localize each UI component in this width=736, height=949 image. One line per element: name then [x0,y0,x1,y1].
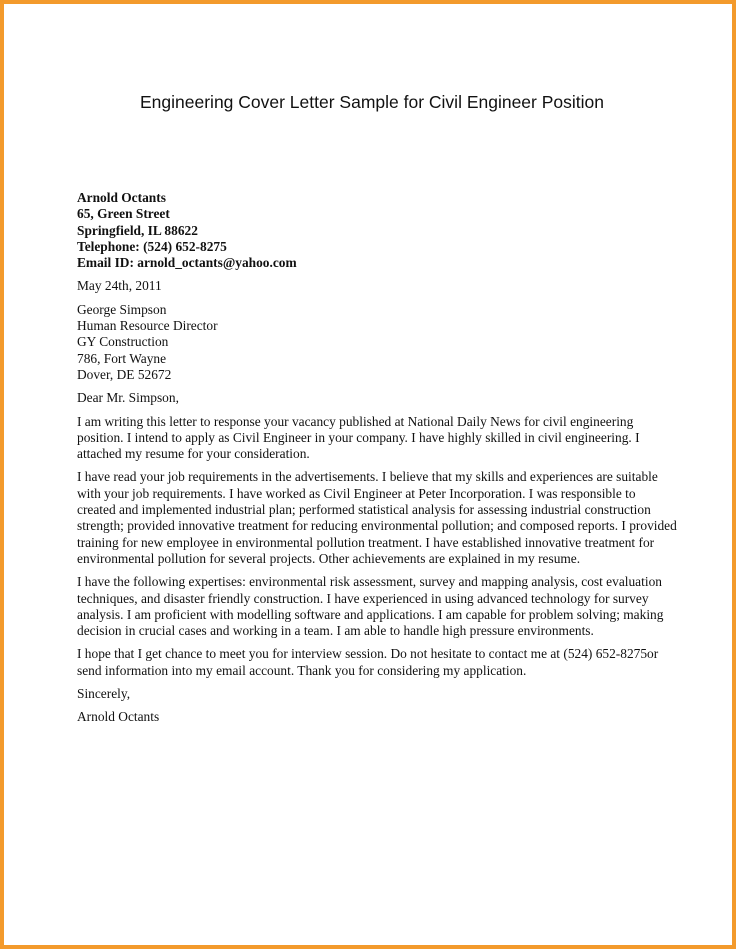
paragraph-intro: I am writing this letter to response your vacancy published at National Daily News for civil engineering position. I intend to apply as Civil Engineer in your company. I have highly skilled in civil engineering. I attached my resume for your consideration. [77,413,640,462]
salutation: Dear Mr. Simpson, [77,390,179,406]
recipient-title: Human Resource Director [77,318,218,334]
paragraph-expertise: I have the following expertises: environmental risk assessment, survey and mapping analysis, cost evaluation techniques, and disaster friendly construction. I have experienced in using advanced technology for survey analysis. I am proficient with modelling software and applications. I am capable for problem solving; making decision in crucial cases and working in a team. I am able to handle high pressure environments. [77,574,664,639]
recipient-name: George Simpson [77,301,167,317]
recipient-company: GY Construction [77,334,169,350]
paragraph-experience: I have read your job requirements in the advertisements. I believe that my skills and experiences are suitable with your job requirements. I have worked as Civil Engineer at Peter Incorporation. I was responsible to created and implemented industrial plan; performed statistical analysis for assessing industrial construction strength; provided innovative treatment for reducing environmental pollution; and composed reports. I provided training for new employee in environmental pollution treatment. I have established innovative treatment for environmental pollution for several projects. Other achievements are explained in my resume. [77,469,677,566]
closing-phrase: Sincerely, [77,686,131,702]
sender-telephone: Telephone: (524) 652-8275 [77,238,227,254]
sender-name: Arnold Octants [77,190,166,205]
sender-block [77,190,677,271]
recipient-city: Dover, DE 52672 [77,366,172,382]
sender-city: Springfield, IL 88622 [77,222,198,238]
letter-body [77,190,677,726]
document-title: Engineering Cover Letter Sample for Civil Engineer Position [140,92,604,112]
recipient-block [77,302,677,383]
sender-street: 65, Green Street [77,206,170,222]
recipient-street: 786, Fort Wayne [77,350,167,366]
sender-email: Email ID: arnold_octants@yahoo.com [77,255,297,271]
letter-date: May 24th, 2011 [77,278,162,294]
paragraph-closing: I hope that I get chance to meet you for interview session. Do not hesitate to contact me at (524) 652-8275or send information into my email account. Thank you for considering my application. [77,646,659,678]
signature-name: Arnold Octants [77,709,160,725]
